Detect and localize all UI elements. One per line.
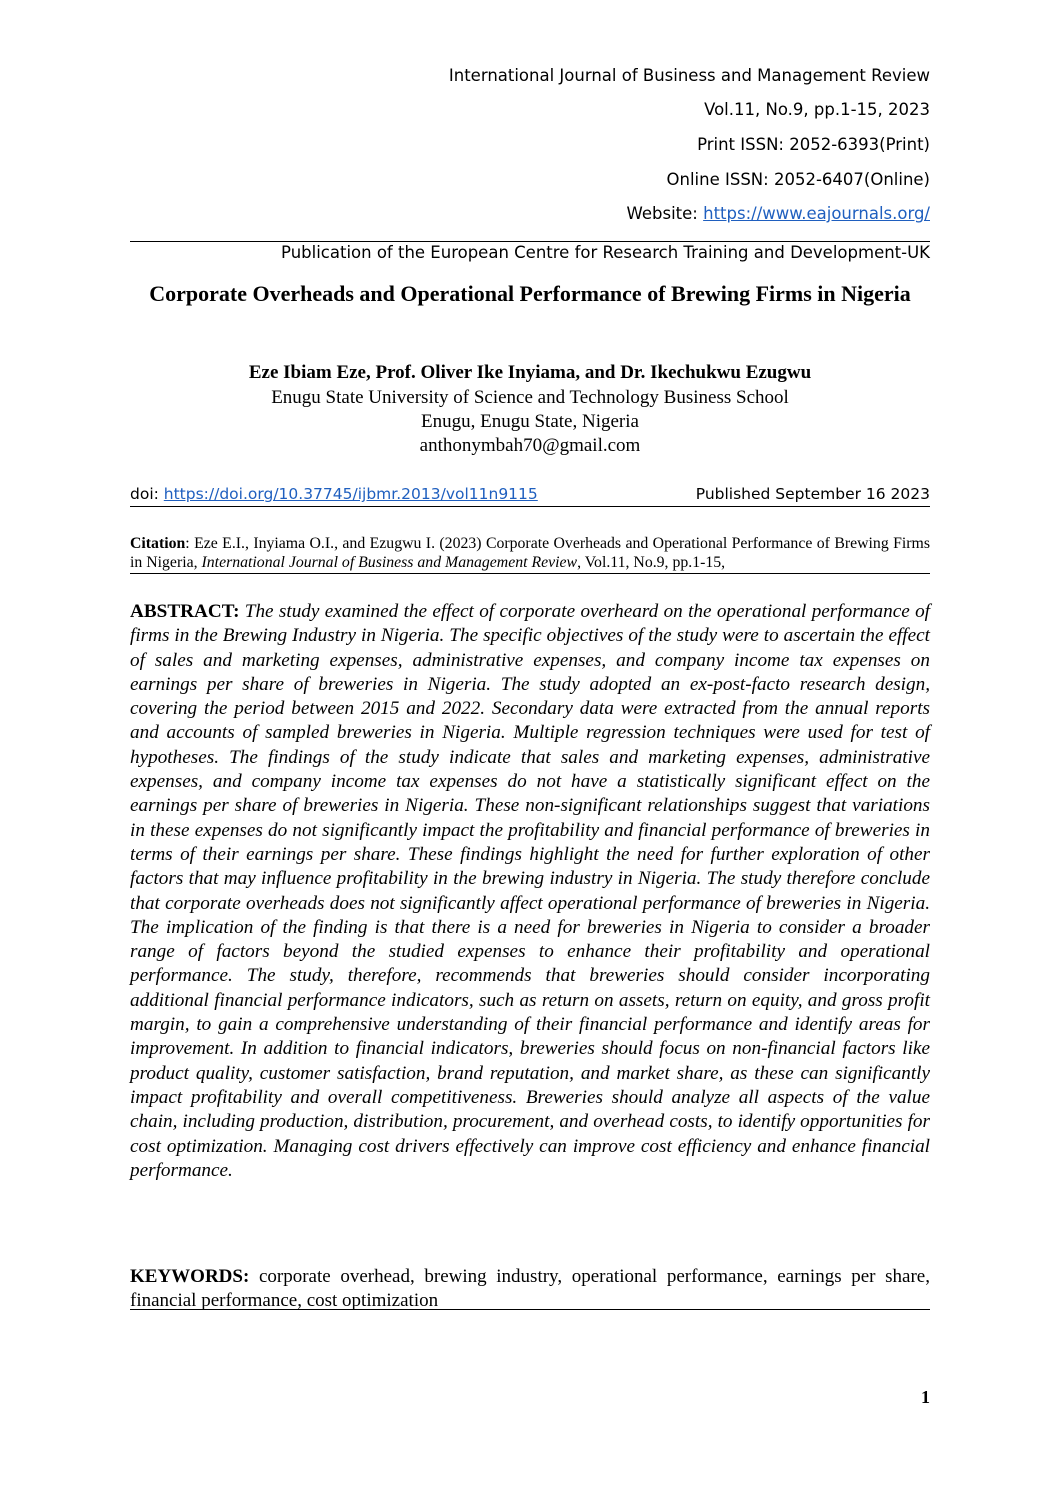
print-issn: Print ISSN: 2052-6393(Print) <box>697 135 930 154</box>
citation-volume: , Vol.11, No.9, pp.1-15, <box>577 554 726 571</box>
website-line <box>627 204 930 224</box>
keywords <box>130 1265 930 1313</box>
online-issn: Online ISSN: 2052-6407(Online) <box>666 170 930 189</box>
page-number: 1 <box>921 1387 930 1407</box>
doi-row <box>130 484 930 506</box>
publisher-line: Publication of the European Centre for Research Training and Development-UK <box>281 243 930 262</box>
doi-label: doi: <box>130 485 164 503</box>
paper-title: Corporate Overheads and Operational Performance of Brewing Firms in Nigeria <box>149 281 911 306</box>
keywords-divider <box>130 1309 930 1310</box>
citation-label: Citation <box>130 535 186 552</box>
abstract <box>130 600 930 1183</box>
journal-name: International Journal of Business and Management Review <box>448 66 930 85</box>
abstract-text: The study examined the effect of corporate overheard on the operational performance of firms in the Brewing Industry in Nigeria. The specific objectives of the study were to ascertain the effect of sales and marketing expenses, administrative expenses, and company income tax expenses on earnings per share of breweries in Nigeria. The study adopted an ex-post-facto research design, covering the period between 2015 and 2022. Secondary data were extracted from the annual reports and accounts of sampled breweries in Nigeria. Multiple regression techniques were used for test of hypotheses. The findings of the study indicate that sales and marketing expenses, administrative expenses, and company income tax expenses do not have a statistically significant effect on the earnings per share of breweries in Nigeria. These non-significant relationships suggest that variations in these expenses do not significantly impact the profitability and financial performance of breweries in terms of their earnings per share. These findings highlight the need for further exploration of other factors that may influence profitability in the brewing industry in Nigeria. The study therefore conclude that corporate overheads does not significantly affect operational performance of breweries in Nigeria. The implication of the finding is that there is a need for breweries in Nigeria to consider a broader range of factors beyond the studied expenses to enhance their profitability and operational performance. The study, therefore, recommends that breweries should consider incorporating additional financial performance indicators, such as return on assets, return on equity, and gross profit margin, to gain a comprehensive understanding of their financial performance and identify areas for improvement. In addition to financial indicators, breweries should focus on non-financial factors like product quality, customer satisfaction, brand reputation, and market share, as these can significantly impact profitability and overall competitiveness. Breweries should analyze all aspects of the value chain, including production, distribution, procurement, and overhead costs, to identify opportunities for cost optimization. Managing cost drivers effectively can improve cost efficiency and enhance financial performance. <box>130 601 930 1181</box>
keywords-text: corporate overhead, brewing industry, operational performance, earnings per share, financial performance, cost optimization <box>130 1266 930 1311</box>
doi-link[interactable]: https://doi.org/10.37745/ijbmr.2013/vol11n9115 <box>163 485 538 503</box>
abstract-label: ABSTRACT: <box>130 601 240 622</box>
citation-divider <box>130 573 930 574</box>
volume-info: Vol.11, No.9, pp.1-15, 2023 <box>704 100 930 119</box>
published-date: Published September 16 2023 <box>695 485 930 503</box>
citation-journal: International Journal of Business and Management Review <box>201 554 578 571</box>
doi <box>130 484 538 504</box>
author-email: anthonymbah70@gmail.com <box>419 435 641 456</box>
citation-text: : Eze E.I., Inyiama O.I., and Ezugwu I. (2023) Corporate Overheads and Operational Performance of Brewing Firms in Nigeria, <box>130 535 930 571</box>
author-affiliation: Enugu State University of Science and Technology Business School <box>271 387 789 408</box>
header-divider <box>130 241 930 242</box>
keywords-label: KEYWORDS: <box>130 1266 250 1287</box>
citation <box>130 534 930 572</box>
author-location: Enugu, Enugu State, Nigeria <box>421 411 639 432</box>
website-link[interactable]: https://www.eajournals.org/ <box>703 204 930 223</box>
website-label: Website: <box>626 204 704 223</box>
author-list: Eze Ibiam Eze, Prof. Oliver Ike Inyiama, and Dr. Ikechukwu Ezugwu <box>248 362 812 383</box>
doi-divider <box>130 506 930 507</box>
